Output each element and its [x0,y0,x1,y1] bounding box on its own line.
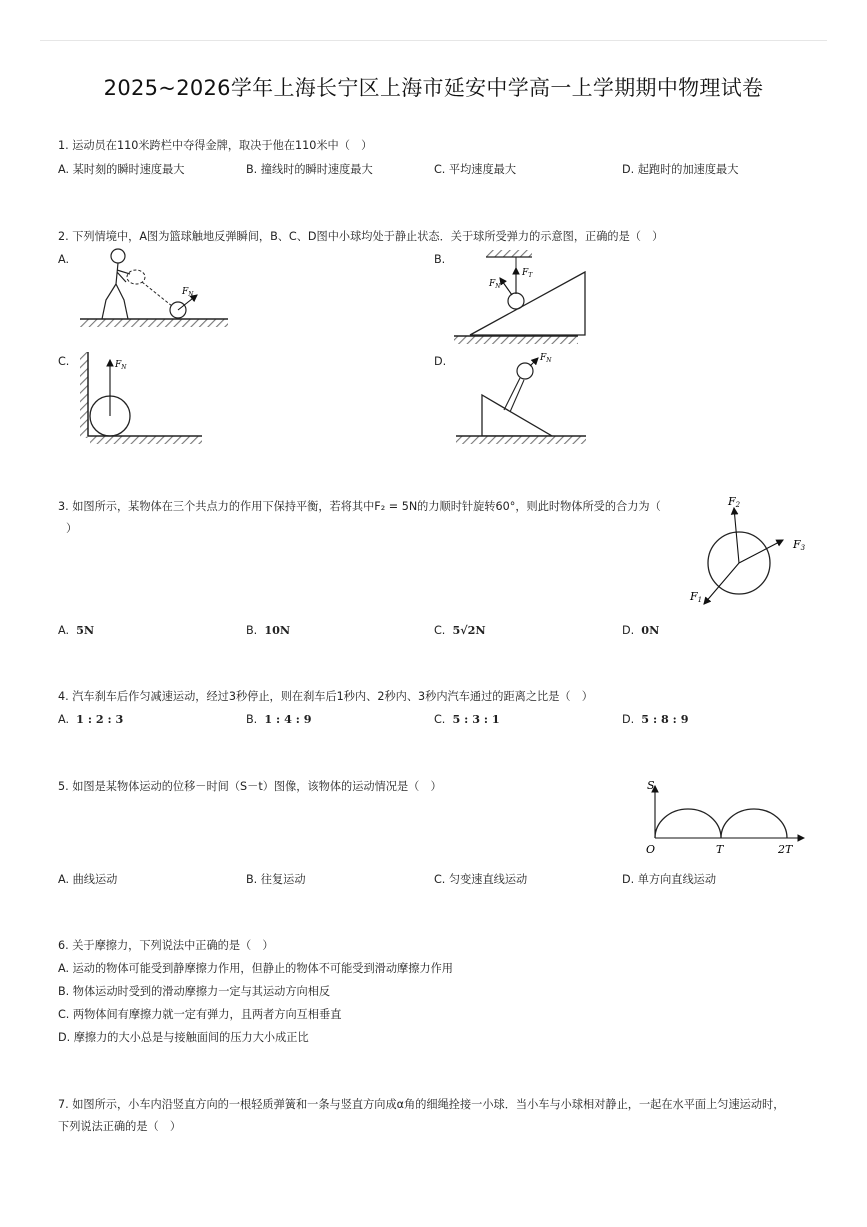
question-3-stem-line-2: ） [66,522,78,535]
question-4-option-d[interactable]: D. 5 : 8 : 9 [622,712,689,726]
question-5-option-d[interactable]: D. 单方向直线运动 [622,873,717,886]
question-6-option-c[interactable]: C. 两物体间有摩擦力就一定有弹力，且两者方向互相垂直 [58,1008,342,1021]
question-6-option-b[interactable]: B. 物体运动时受到的滑动摩擦力一定与其运动方向相反 [58,985,331,998]
question-4-option-b[interactable]: B. 1 : 4 : 9 [246,712,312,726]
question-2-option-a[interactable]: A. [58,253,70,266]
question-2-option-b[interactable]: B. [434,253,446,266]
question-2-option-d[interactable]: D. [434,355,447,368]
question-3-option-c[interactable]: C. 5√2N [434,623,486,637]
svg-text:O: O [646,843,656,856]
question-5-option-c[interactable]: C. 匀变速直线运动 [434,873,528,886]
question-3-option-d[interactable]: D. 0N [622,623,660,637]
question-1-option-c[interactable]: C. 平均速度最大 [434,163,517,176]
question-3-option-b[interactable]: B. 10N [246,623,291,637]
question-5-option-b[interactable]: B. 往复运动 [246,873,306,886]
question-5-option-a[interactable]: A. 曲线运动 [58,873,118,886]
question-1-option-d[interactable]: D. 起跑时的加速度最大 [622,163,739,176]
question-1-stem: 1. 运动员在110米跨栏中夺得金牌，取决于他在110米中（ ） [58,139,373,152]
question-3-stem-line-1: 3. 如图所示，某物体在三个共点力的作用下保持平衡，若将其中F₂ = 5N的力顺时针旋转60°，则此时物体所受的合力为（ [58,500,661,513]
question-2-figure-d [454,350,588,448]
svg-text:FN: $F_N$ [182,287,194,298]
svg-text:S: S [647,779,655,792]
question-1-option-b[interactable]: B. 撞线时的瞬时速度最大 [246,163,373,176]
question-2-stem: 2. 下列情境中，A图为篮球触地反弹瞬间，B、C、D图中小球均处于静止状态．关于球所受弹力的示意图，正确的是（ ） [58,230,664,243]
question-3-option-a[interactable]: A. 5N [58,623,95,637]
question-6-option-d[interactable]: D. 摩擦力的大小总是与接触面间的压力大小成正比 [58,1031,309,1044]
question-7-stem-line-2: 下列说法正确的是（ ） [58,1120,182,1133]
svg-text:FN: $F_N$ [489,279,501,290]
question-4-stem: 4. 汽车刹车后作匀减速运动，经过3秒停止，则在刹车后1秒内、2秒内、3秒内汽车通过的距离之比是（ ） [58,690,593,703]
question-6-option-a[interactable]: A. 运动的物体可能受到静摩擦力作用，但静止的物体不可能受到滑动摩擦力作用 [58,962,453,975]
question-2-figure-a [78,244,230,330]
svg-text:F3: F3 [793,538,806,552]
top-divider [40,40,827,41]
svg-text:FT: $F_T$ [522,268,533,279]
svg-text:FN: $F_N$ [115,360,127,371]
question-5-stem: 5. 如图是某物体运动的位移－时间（S－t）图像，该物体的运动情况是（ ） [58,780,442,793]
question-2-option-c[interactable]: C. [58,355,70,368]
svg-text:T: T [716,843,724,856]
question-1-option-a[interactable]: A. 某时刻的瞬时速度最大 [58,163,185,176]
svg-text:FN: $F_N$ [540,353,552,364]
svg-text:F2: F2 [728,495,741,509]
question-4-option-c[interactable]: C. 5 : 3 : 1 [434,712,500,726]
svg-text:2T: 2T [778,843,793,856]
question-5-st-graph [640,772,810,858]
question-2-figure-c [80,350,206,448]
svg-text:F1: F1 [690,590,703,604]
question-6-stem: 6. 关于摩擦力，下列说法中正确的是（ ） [58,939,274,952]
question-3-force-diagram [688,492,814,610]
question-2-figure-b [452,248,580,348]
question-4-option-a[interactable]: A. 1 : 2 : 3 [58,712,124,726]
question-7-stem-line-1: 7. 如图所示，小车内沿竖直方向的一根轻质弹簧和一条与竖直方向成α角的细绳拴接一小球．当小车与小球相对静止，一起在水平面上匀速运动时， [58,1098,785,1111]
page-title: 2025~2026学年上海长宁区上海市延安中学高一上学期期中物理试卷 [103,76,764,100]
